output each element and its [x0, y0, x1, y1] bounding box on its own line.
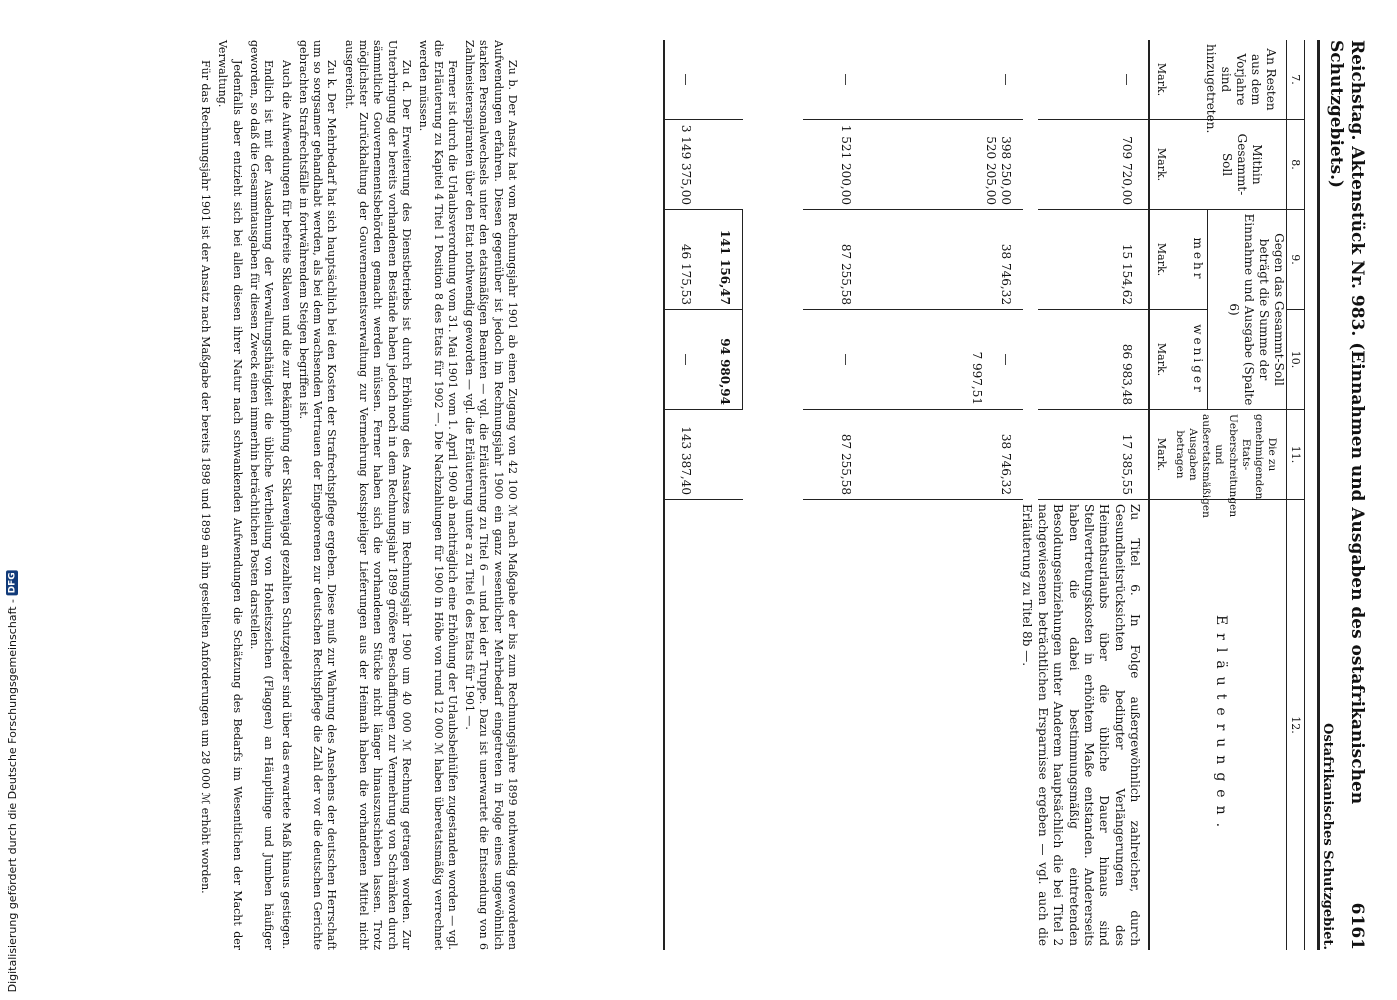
paragraph: Zu b. Der Ansatz hat vom Rechnungsjahr 1901 ab einen Zugang von 42 100 ℳ nach Maßgabe der bis zum Rechnungsjahre 1899 nothwendig gewordenen Aufwendungen erfahren. Diesen gegenüber ist jedoch im Rechnungsjahr 1900 ein ganz wesentlicher Mehrbedarf eingetreten in Folge eines ungewöhnlich starken Personalwechsels unter den etatsmäßigen Beamten — vgl. die Erläuterung zu Titel 6 — und bei der Truppe. Dazu ist unerwartet die Entsendung von 6 Zahlmeisteraspiranten über den Etat nothwendig geworden — vgl. die Erläuterung unter a zu Titel 6 des Etats für 1901 —. [463, 40, 519, 950]
table-row [913, 40, 1023, 950]
header-col9 [1150, 210, 1208, 310]
row1-note: Zu Titel 6. In Folge außergewöhnlich zahlreicher, durch Gesundheitsrücksichten bedingter Verlängerungen des Heimathsurlaubs über die übliche Dauer hinaus sind Stellvertretungskosten in erhöhtem Maße entstanden. Andererseits haben die dabei bestimmungsmäßig eintretenden Besoldungseinziehungen unter Anderem hauptsächlich die bei Titel 2 nachgewiesenen beträchtlichen Ersparnisse ergeben — vgl. auch die Erläuterung zu Titel 8b —. [1020, 504, 1142, 946]
header-col11 [1148, 410, 1286, 518]
unit-label: Mark. [1154, 342, 1168, 377]
header-col910-split [1150, 210, 1208, 409]
unit-label: Mark. [1154, 437, 1168, 472]
dfg-logo-icon: DFG [7, 571, 18, 593]
col-number-8: 8. [1286, 120, 1304, 210]
total-col8: 3 149 375,00 [663, 120, 703, 210]
header-col10 [1150, 310, 1208, 409]
header-col10-text: weniger [1191, 324, 1205, 395]
digitization-credit [6, 570, 19, 992]
row3-col11: 87 255,58 [803, 410, 913, 500]
paragraph: Ferner ist durch die Urlaubsverordnung vom 31. Mai 1901 vom 1. April 1900 ab nachträglich eine Erhöhung der Urlaubsbeihülfen zugestanden worden — vgl. die Erläuterung zu Kapitel 4 Titel 1 Position 8 des Etats für 1902 —. Die Nachzahlungen für 1900 in Höhe von rund 12 000 ℳ haben überetatsmäßig verrechnet werden müssen. [417, 40, 459, 950]
table-row [1020, 40, 1148, 950]
unit-label: Mark. [1154, 62, 1168, 97]
row2-col8 [913, 120, 1023, 210]
unit-label: Mark. [1154, 242, 1168, 277]
sum-col12 [703, 500, 743, 950]
row1-col8: 709 720,00 [1038, 120, 1148, 210]
header-col8 [1148, 120, 1286, 210]
sum-row [703, 40, 743, 950]
row1-col7: — [1038, 40, 1148, 120]
row3-col8: 1 521 200,00 [803, 120, 913, 210]
credit-text: Digitalisierung gefördert durch die Deutsche Forschungsgemeinschaft - [6, 598, 19, 992]
header-col9-text: mehr [1191, 237, 1205, 282]
header-row [1148, 40, 1286, 950]
total-col7: — [663, 40, 703, 120]
header-col12 [1148, 500, 1286, 950]
column-number-row [1286, 40, 1304, 950]
row2-col7: — [913, 40, 1023, 120]
sum-col9: 141 156,47 [703, 210, 743, 310]
paragraph: Für das Rechnungsjahr 1901 ist der Ansatz nach Maßgabe der bereits 1898 und 1899 an ihn gestellten Anforderungen um 28 000 ℳ erhöht worden. [199, 60, 213, 894]
total-col9: 46 175,53 [663, 210, 703, 310]
section-subhead: Ostafrikanisches Schutzgebiet. [1320, 723, 1335, 950]
row2-col8-a: 398 250,00 [999, 136, 1013, 205]
row2-col10 [913, 310, 1023, 410]
sum-col8 [703, 120, 743, 210]
row2-col10-a: — [999, 353, 1013, 366]
sum-col11 [703, 410, 743, 500]
header-col12-text: Erläuterungen. [1213, 614, 1229, 836]
row2-col9: 38 746,32 [913, 210, 1023, 310]
sum-col7 [703, 40, 743, 120]
header-col7 [1148, 40, 1286, 134]
explanatory-text [195, 40, 519, 950]
row3-note [803, 500, 913, 950]
sum-col10: 94 980,94 [703, 310, 743, 410]
row2-note [913, 500, 1023, 950]
row1-col10: 86 983,48 [1038, 310, 1148, 410]
paragraph: Zu k. Der Mehrbedarf hat sich hauptsächlich bei den Kosten der Strafrechtspflege ergeben. Diese muß zur Wahrung des Ansehens der deutschen Herrschaft um so sorgsamer gehandhabt werden, als bei dem wachsenden Vertrauen der Eingeborenen zur deutschen Rechtspflege die Zahl der vor die deutschen Gerichte gebrachten Strafrechtsfälle in fortwährendem Steigen begriffen ist. [296, 40, 339, 950]
row2-col10-b: 7 997,51 [970, 351, 984, 405]
ledger-table [663, 40, 1305, 950]
col-number-10: 10. [1286, 310, 1304, 410]
header-col910-text: Gegen das Gesammt-Soll beträgt die Summe der Einnahme und Ausgabe (Spalte 6) [1227, 213, 1286, 406]
unit-label: Mark. [1154, 147, 1168, 182]
col-number-9: 9. [1286, 210, 1304, 310]
row2-col11: 38 746,32 [913, 410, 1023, 500]
running-head-title: Reichstag. Aktenstück Nr. 983. (Einnahmen und Ausgaben des ostafrikanischen Schutzgebiets.) [1325, 40, 1367, 805]
row1-col11: 17 385,55 [1038, 410, 1148, 500]
paragraph: Jedenfalls aber entzieht sich bei allen diesen ihrer Natur nach schwankenden Aufwendungen die Schätzung des Bedarfs im Wesentlichen der Macht der Verwaltung. [216, 40, 244, 950]
paragraph: Zu d. Der Erweiterung des Dienstbetriebs ist durch Erhöhung des Ansatzes im Rechnungsjahr 1900 um 40 000 ℳ Rechnung getragen worden. Zur Unterbringung der bereits vorhandenen Bestände haben jedoch noch in dem Rechnungsjahr 1899 größere Beschaffungen zur Vermehrung von Schränken durch sämmtliche Gouvernementsbehörden gemacht werden müssen. Ferner haben sich die vorhandenen Stücke nicht länger hinauszuschieben lassen. Trotz möglichster Zurückhaltung der Gouvernementsverwaltung zur Vermehrung kostspieliger Lieferungen aus der Heimath haben die vorhandenen Mittel nicht ausgereicht. [342, 40, 413, 950]
total-col12 [663, 500, 703, 950]
row2-col8-b: 520 205,00 [984, 136, 998, 205]
total-row [663, 40, 703, 950]
row3-col10: — [803, 310, 913, 410]
header-col11-text: Die zu genehmigenden Etats-Ueberschreitungen und außeretatsmäßigen Ausgaben betragen [1174, 414, 1278, 518]
total-col11: 143 387,40 [663, 410, 703, 500]
page-number: 6161 [1347, 902, 1367, 950]
col-number-12: 12. [1286, 500, 1304, 950]
row1-col9: 15 154,62 [1038, 210, 1148, 310]
row3-col7: — [803, 40, 913, 120]
total-col10: — [663, 310, 703, 410]
row3-col9: 87 255,58 [803, 210, 913, 310]
header-col8-text: Mithin Gesammt-Soll [1220, 133, 1264, 196]
col-number-11: 11. [1286, 410, 1304, 500]
header-col7-text: An Resten aus dem Vorjahre sind hinzugetreten. [1204, 44, 1278, 134]
col-number-7: 7. [1286, 40, 1304, 120]
paragraph: Auch die Aufwendungen für befreite Sklaven und die zur Bekämpfung der Sklavenjagd gezahlten Schutzgelder sind über das erwartete Maß hinaus gestiegen. [279, 60, 293, 950]
header-col9-10 [1148, 210, 1286, 410]
table-row [743, 40, 913, 950]
paragraph: Endlich ist mit der Ausdehnung der Verwaltungsthätigkeit die übliche Vertheilung von Hoheitszeichen (Flaggen) an Häuptlinge und Jumben häufiger geworden, so daß die Gesammtausgaben für diesen Zweck einen immerhin beträchtlichen Posten darstellen. [247, 40, 276, 950]
